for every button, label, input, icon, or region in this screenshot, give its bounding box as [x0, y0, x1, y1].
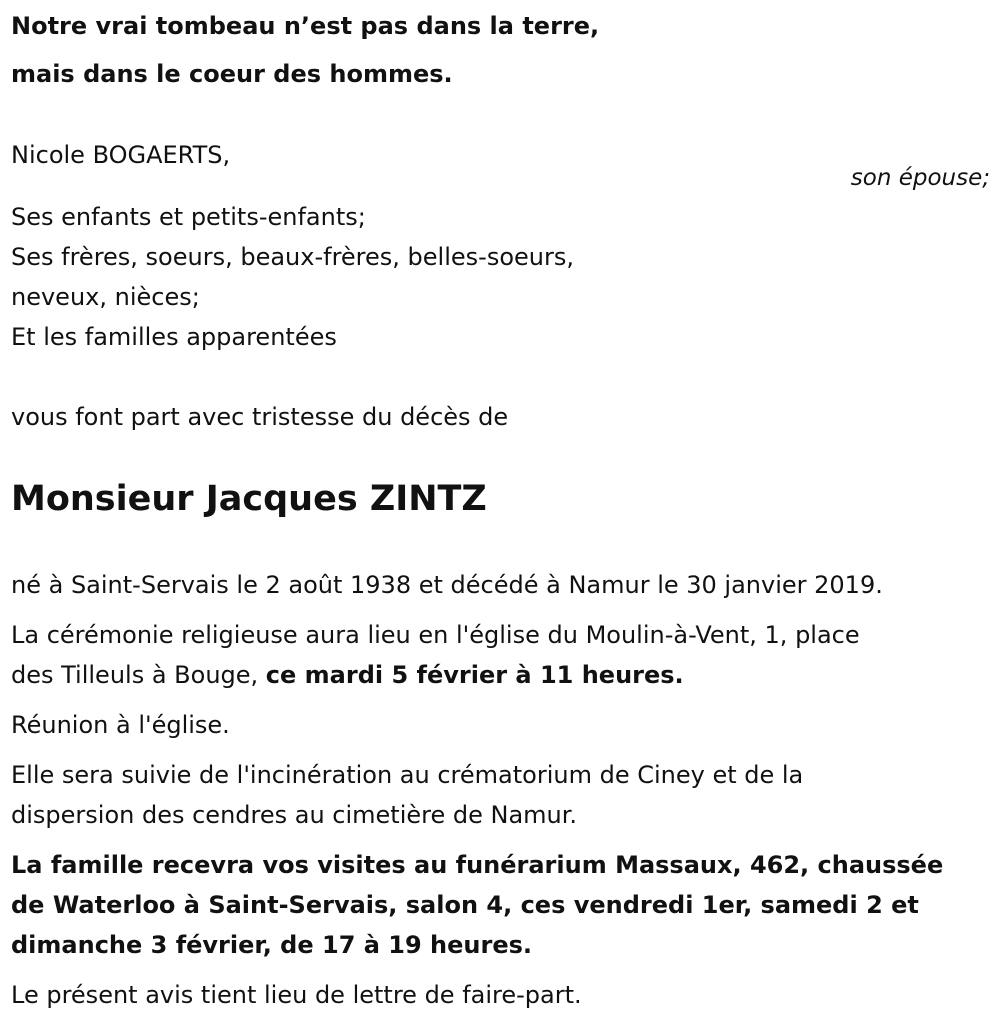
ceremony-location: des Tilleuls à Bouge,	[11, 661, 266, 689]
deceased-name: Monsieur Jacques ZINTZ	[11, 479, 487, 519]
meeting-text: Réunion à l'église.	[11, 711, 230, 739]
family-line-3: neveux, nièces;	[11, 283, 200, 311]
ceremony-datetime: ce mardi 5 février à 11 heures.	[265, 661, 684, 689]
spouse-name: Nicole BOGAERTS,	[11, 141, 231, 169]
family-line-1: Ses enfants et petits-enfants;	[11, 203, 366, 231]
announcement-text: vous font part avec tristesse du décès de	[11, 403, 509, 431]
ceremony-line-1: La cérémonie religieuse aura lieu en l'église du Moulin-à-Vent, 1, place	[11, 621, 860, 649]
footer-note: Le présent avis tient lieu de lettre de faire-part.	[11, 981, 582, 1009]
visits-line-1: La famille recevra vos visites au funérarium Massaux, 462, chaussée	[11, 851, 944, 879]
cremation-line-1: Elle sera suivie de l'incinération au crématorium de Ciney et de la	[11, 761, 804, 789]
family-line-2: Ses frères, soeurs, beaux-frères, belles-soeurs,	[11, 243, 574, 271]
spouse-relation: son épouse;	[850, 165, 990, 191]
ceremony-line-2	[11, 655, 684, 695]
cremation-line-2: dispersion des cendres au cimetière de Namur.	[11, 801, 578, 829]
birth-death-text: né à Saint-Servais le 2 août 1938 et décédé à Namur le 30 janvier 2019.	[11, 571, 883, 599]
visits-line-2: de Waterloo à Saint-Servais, salon 4, ces vendredi 1er, samedi 2 et	[11, 891, 919, 919]
epitaph-line-1: Notre vrai tombeau n’est pas dans la terre,	[11, 12, 600, 40]
visits-line-3: dimanche 3 février, de 17 à 19 heures.	[11, 931, 533, 959]
epitaph-line-2: mais dans le coeur des hommes.	[11, 60, 453, 88]
family-line-4: Et les familles apparentées	[11, 323, 337, 351]
